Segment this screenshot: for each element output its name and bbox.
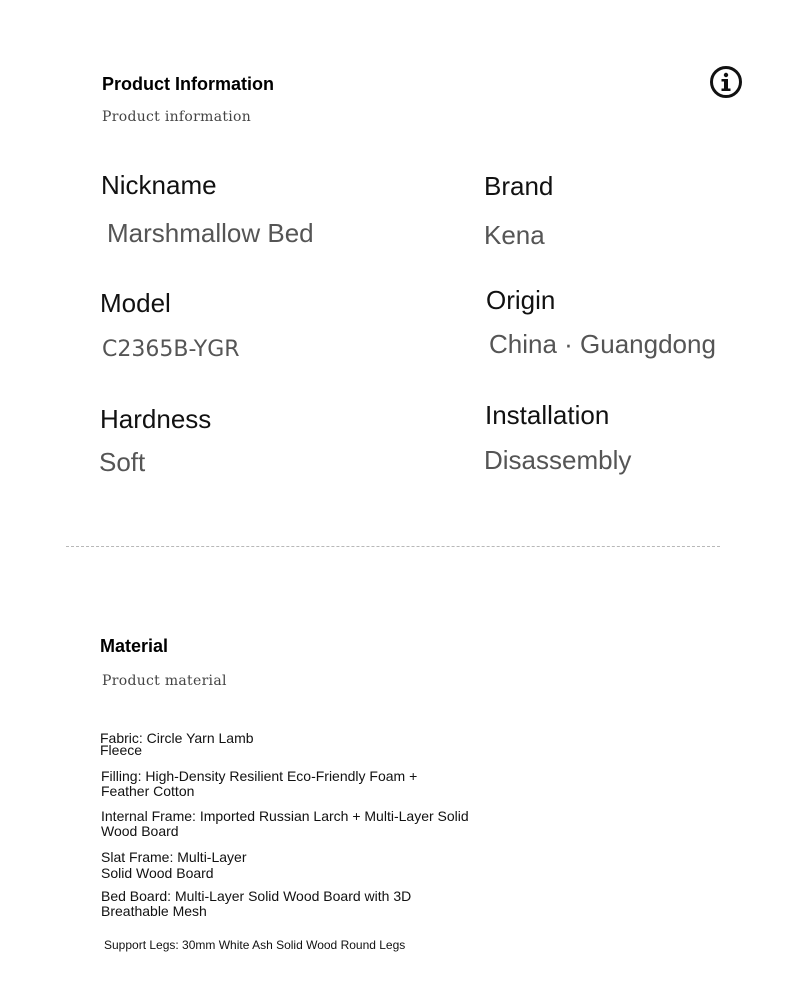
spec-value-model: C2365B-YGR	[102, 337, 240, 362]
spec-label-installation: Installation	[485, 400, 610, 430]
section-divider	[66, 546, 720, 547]
spec-value-nickname: Marshmallow Bed	[107, 218, 314, 248]
product-info-title: Product Information	[102, 74, 274, 94]
product-info-subtitle: Product information	[102, 109, 252, 125]
spec-label-hardness: Hardness	[100, 404, 212, 434]
spec-label-brand: Brand	[484, 171, 554, 201]
spec-value-hardness: Soft	[99, 447, 146, 477]
spec-value-installation: Disassembly	[484, 445, 632, 475]
material-item-filling: Filling: High-Density Resilient Eco-Friendly Foam + Feather Cotton	[101, 768, 418, 799]
spec-label-nickname: Nickname	[101, 170, 217, 200]
spec-label-model: Model	[100, 288, 171, 318]
spec-value-brand: Kena	[484, 220, 545, 250]
info-circle-icon[interactable]	[709, 65, 743, 99]
material-item-bed-board: Bed Board: Multi-Layer Solid Wood Board with 3D Breathable Mesh	[101, 888, 412, 919]
spec-label-origin: Origin	[486, 285, 556, 315]
material-item-fabric: Fabric: Circle Yarn Lamb Fleece	[100, 730, 254, 758]
material-item-support-legs: Support Legs: 30mm White Ash Solid Wood Round Legs	[104, 938, 406, 952]
material-subtitle: Product material	[102, 673, 227, 689]
material-item-slat-frame: Slat Frame: Multi-Layer Solid Wood Board	[101, 849, 247, 881]
material-title: Material	[100, 636, 169, 656]
material-item-internal-frame: Internal Frame: Imported Russian Larch + Multi-Layer Solid Wood Board	[101, 808, 469, 839]
spec-value-origin: China · Guangdong	[489, 329, 716, 359]
